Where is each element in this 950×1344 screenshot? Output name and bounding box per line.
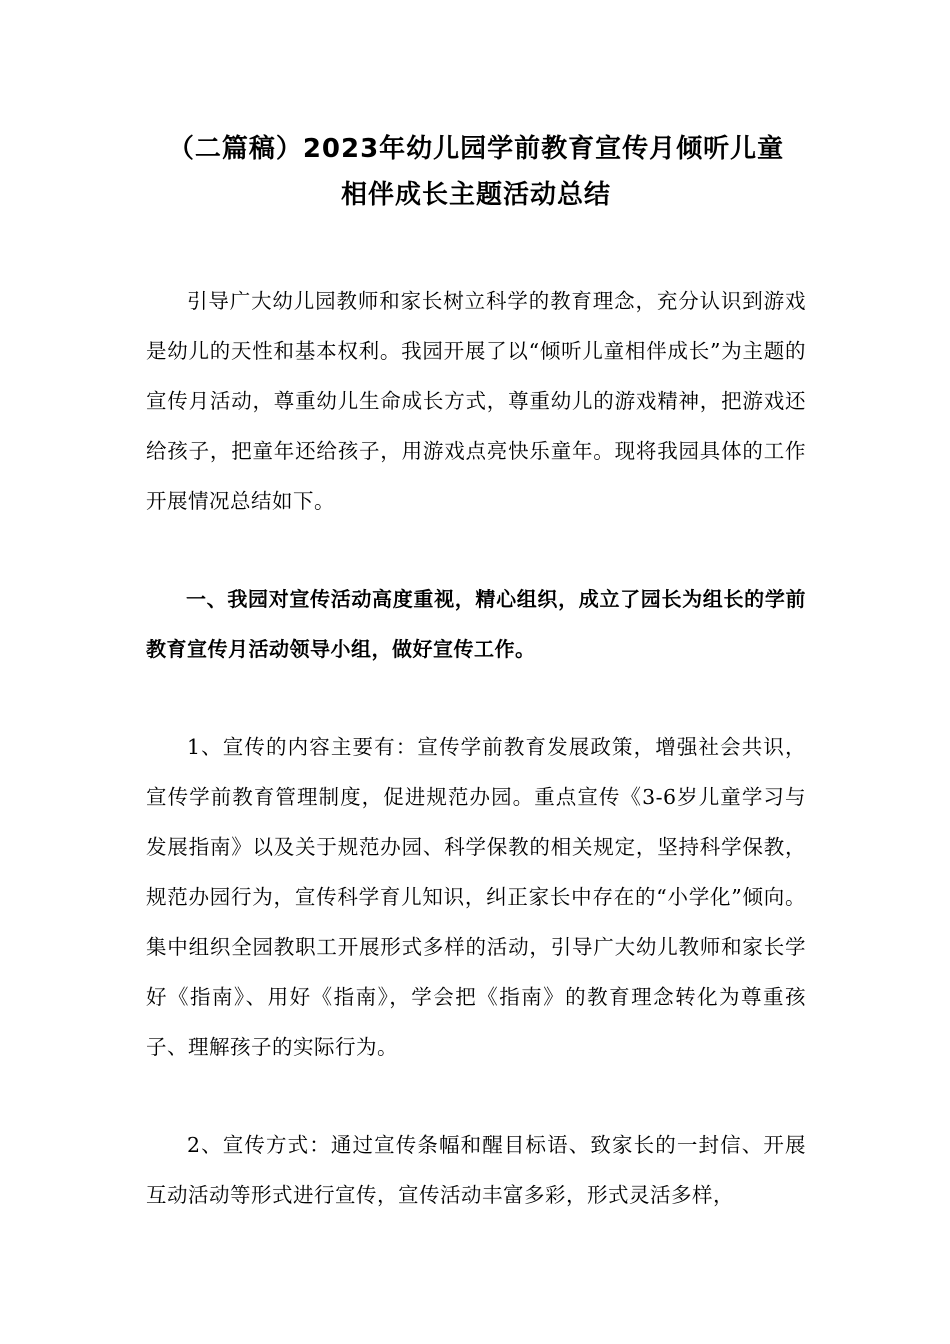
item-2-paragraph: 2、宣传方式：通过宣传条幅和醒目标语、致家长的一封信、开展互动活动等形式进行宣传，宣传活动丰富多彩，形式灵活多样，	[146, 1133, 806, 1207]
document-page	[146, 126, 806, 1220]
title-line-2: 相伴成长主题活动总结	[340, 180, 611, 210]
document-title	[146, 126, 806, 218]
section-1-heading: 一、我园对宣传活动高度重视，精心组织，成立了园长为组长的学前教育宣传月活动领导小组，做好宣传工作。	[146, 587, 806, 661]
intro-paragraph: 引导广大幼儿园教师和家长树立科学的教育理念，充分认识到游戏是幼儿的天性和基本权利。我园开展了以“倾听儿童相伴成长”为主题的宣传月活动，尊重幼儿生命成长方式，尊重幼儿的游戏精神，把游戏还给孩子，把童年还给孩子，用游戏点亮快乐童年。现将我园具体的工作开展情况总结如下。	[146, 289, 806, 513]
title-line-1: （二篇稿）2023年幼儿园学前教育宣传月倾听儿童	[167, 134, 785, 164]
item-1-paragraph: 1、宣传的内容主要有：宣传学前教育发展政策，增强社会共识，宣传学前教育管理制度，促进规范办园。重点宣传《3-6岁儿童学习与发展指南》以及关于规范办园、科学保教的相关规定，坚持科学保教，规范办园行为，宣传科学育儿知识，纠正家长中存在的“小学化”倾向。集中组织全园教职工开展形式多样的活动，引导广大幼儿教师和家长学好《指南》、用好《指南》，学会把《指南》的教育理念转化为尊重孩子、理解孩子的实际行为。	[146, 735, 806, 1059]
